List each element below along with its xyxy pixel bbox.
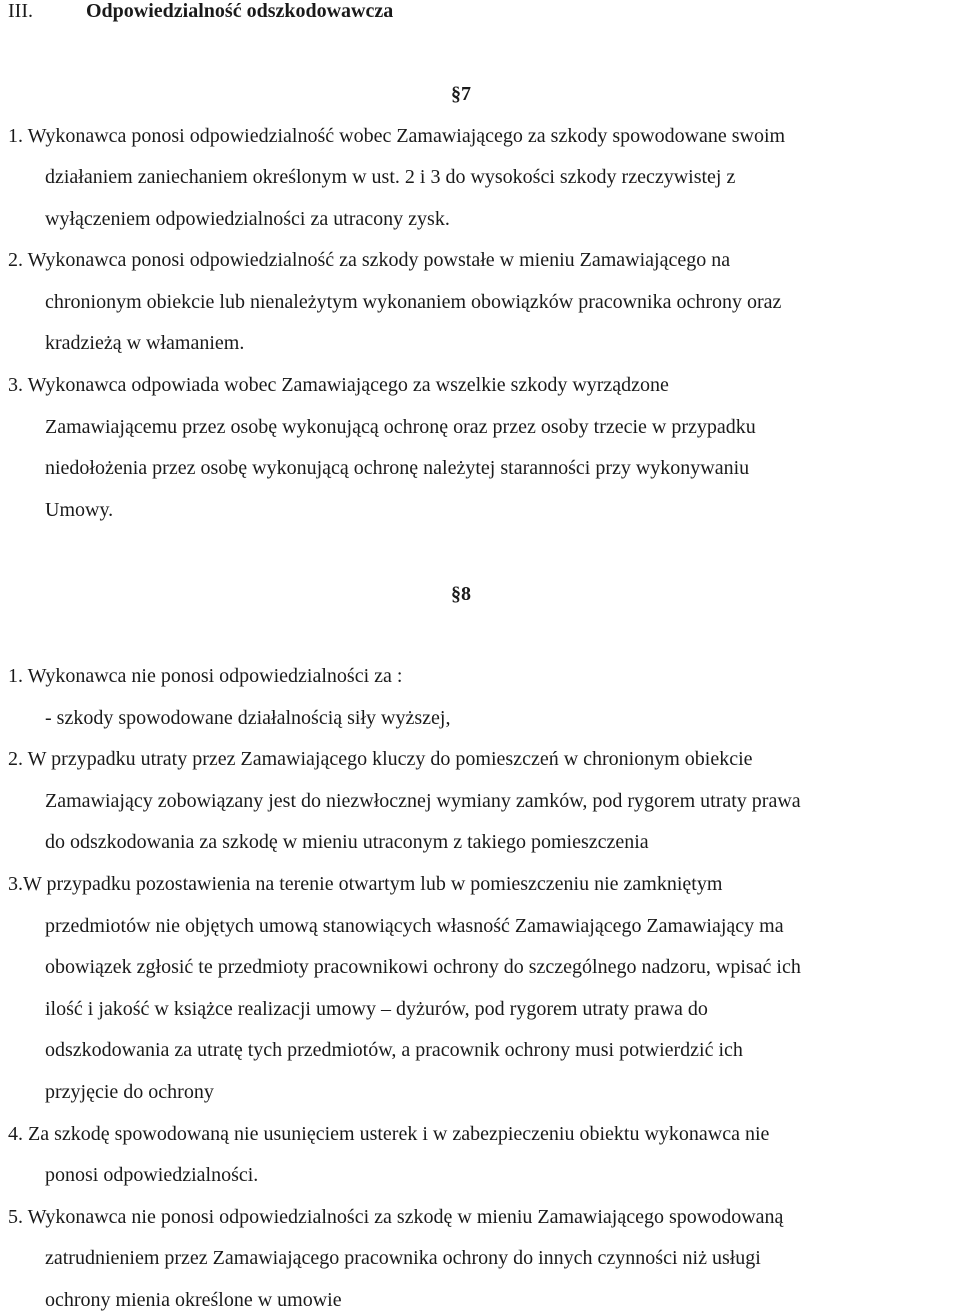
paragraph-line: 3. Wykonawca odpowiada wobec Zamawiającego za wszelkie szkody wyrządzone bbox=[8, 374, 669, 396]
paragraph-line: działaniem zaniechaniem określonym w ust. 2 i 3 do wysokości szkody rzeczywistej z bbox=[45, 166, 736, 188]
paragraph-line: Umowy. bbox=[45, 499, 114, 521]
section-heading: §7 bbox=[451, 83, 471, 105]
paragraph-line: 2. W przypadku utraty przez Zamawiającego kluczy do pomieszczeń w chronionym obiekcie bbox=[8, 748, 753, 770]
paragraph-line: 1. Wykonawca nie ponosi odpowiedzialności za : bbox=[8, 665, 403, 687]
chapter-title: Odpowiedzialność odszkodowawcza bbox=[86, 0, 394, 22]
paragraph-line: obowiązek zgłosić te przedmioty pracownikowi ochrony do szczególnego nadzoru, wpisać ich bbox=[45, 956, 801, 978]
paragraph-line: niedołożenia przez osobę wykonującą ochronę należytej staranności przy wykonywaniu bbox=[45, 457, 750, 479]
paragraph-line: Zamawiający zobowiązany jest do niezwłocznej wymiany zamków, pod rygorem utraty prawa bbox=[45, 790, 801, 812]
paragraph-line: przedmiotów nie objętych umową stanowiących własność Zamawiającego Zamawiający ma bbox=[45, 915, 784, 937]
paragraph-line: ponosi odpowiedzialności. bbox=[45, 1164, 259, 1186]
paragraph-line: wyłączeniem odpowiedzialności za utracony zysk. bbox=[45, 208, 450, 230]
paragraph-line: ilość i jakość w książce realizacji umowy – dyżurów, pod rygorem utraty prawa do bbox=[45, 998, 708, 1020]
paragraph-line: przyjęcie do ochrony bbox=[45, 1081, 214, 1103]
paragraph-line: ochrony mienia określone w umowie bbox=[45, 1289, 342, 1311]
paragraph-line: 1. Wykonawca ponosi odpowiedzialność wobec Zamawiającego za szkody spowodowane swoim bbox=[8, 125, 786, 147]
paragraph-line: 4. Za szkodę spowodowaną nie usunięciem usterek i w zabezpieczeniu obiektu wykonawca nie bbox=[8, 1123, 770, 1145]
paragraph-line: - szkody spowodowane działalnością siły wyższej, bbox=[45, 707, 451, 729]
paragraph-line: odszkodowania za utratę tych przedmiotów, a pracownik ochrony musi potwierdzić ich bbox=[45, 1039, 743, 1061]
paragraph-line: kradzieżą w włamaniem. bbox=[45, 332, 245, 354]
section-heading: §8 bbox=[451, 583, 471, 605]
paragraph-line: 5. Wykonawca nie ponosi odpowiedzialności za szkodę w mieniu Zamawiającego spowodowaną bbox=[8, 1206, 784, 1228]
paragraph-line: 3.W przypadku pozostawienia na terenie otwartym lub w pomieszczeniu nie zamkniętym bbox=[8, 873, 723, 895]
paragraph-line: 2. Wykonawca ponosi odpowiedzialność za szkody powstałe w mieniu Zamawiającego na bbox=[8, 249, 731, 271]
paragraph-line: Zamawiającemu przez osobę wykonującą ochronę oraz przez osoby trzecie w przypadku bbox=[45, 416, 756, 438]
paragraph-line: do odszkodowania za szkodę w mieniu utraconym z takiego pomieszczenia bbox=[45, 831, 649, 853]
paragraph-line: zatrudnieniem przez Zamawiającego pracownika ochrony do innych czynności niż usługi bbox=[45, 1247, 761, 1269]
paragraph-line: chronionym obiekcie lub nienależytym wykonaniem obowiązków pracownika ochrony oraz bbox=[45, 291, 782, 313]
chapter-number: III. bbox=[8, 0, 33, 22]
